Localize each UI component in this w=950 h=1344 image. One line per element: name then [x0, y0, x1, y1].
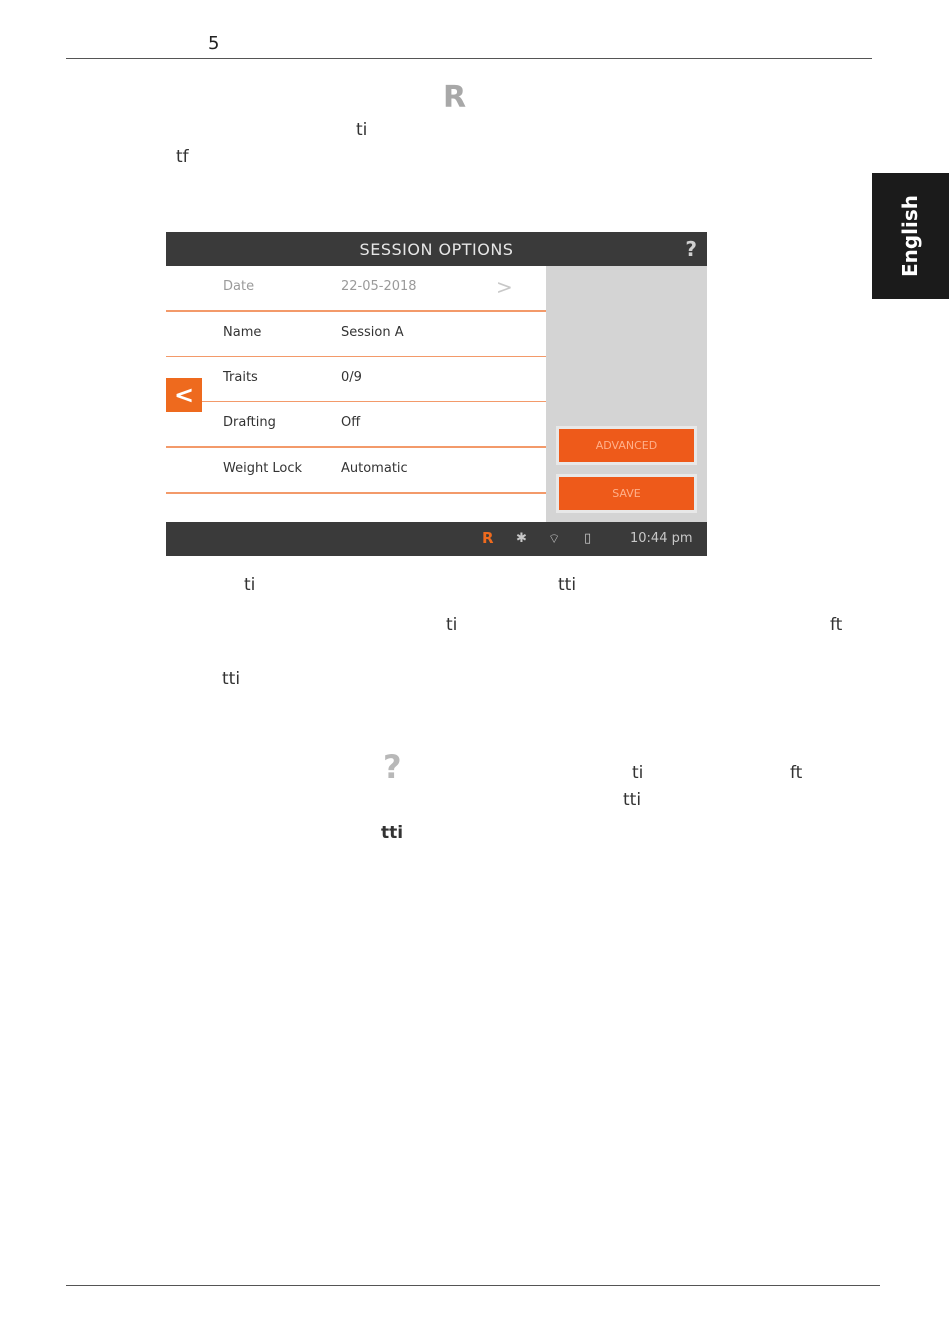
row-value: Session A	[341, 325, 404, 340]
row-value: Off	[341, 415, 361, 430]
row-value: 0/9	[341, 370, 362, 385]
row-label: Weight Lock	[223, 461, 303, 476]
row-value: Automatic	[341, 461, 408, 476]
battery-icon: ▯	[584, 531, 592, 546]
row-traits[interactable]	[166, 357, 546, 403]
back-button[interactable]: <	[166, 378, 202, 412]
language-tab-label: English	[898, 194, 923, 278]
status-bar	[166, 522, 707, 556]
row-label: Name	[223, 325, 262, 340]
row-label: Date	[223, 279, 255, 294]
text-fragment: tf	[176, 147, 189, 167]
text-fragment: ti	[356, 120, 368, 140]
device-screenshot	[166, 232, 707, 556]
advanced-button[interactable]: ADVANCED	[559, 429, 694, 462]
r-status-icon: R	[482, 529, 494, 547]
text-fragment: ti	[632, 763, 644, 783]
r-icon: R	[443, 80, 467, 115]
device-header	[166, 232, 707, 266]
text-fragment: ti	[244, 575, 256, 595]
row-label: Traits	[223, 370, 258, 385]
row-weight-lock[interactable]	[166, 448, 546, 494]
status-time: 10:44 pm	[630, 531, 693, 546]
header-rule	[66, 58, 872, 59]
row-name[interactable]	[166, 312, 546, 358]
text-fragment: tti	[623, 790, 642, 810]
help-icon[interactable]: ?	[685, 237, 697, 261]
language-tab	[872, 173, 949, 299]
footer-rule	[66, 1285, 880, 1286]
text-fragment: ft	[830, 615, 843, 635]
save-button[interactable]: SAVE	[559, 477, 694, 510]
chevron-right-icon: >	[496, 275, 513, 299]
text-fragment: ti	[446, 615, 458, 635]
row-drafting[interactable]	[166, 402, 546, 448]
row-label: Drafting	[223, 415, 276, 430]
page-number: 5	[208, 33, 220, 54]
bluetooth-icon: ✱	[516, 531, 527, 546]
text-fragment: ft	[790, 763, 803, 783]
wifi-icon: ⌔	[548, 532, 561, 547]
text-fragment: tti	[558, 575, 577, 595]
device-title: SESSION OPTIONS	[359, 239, 514, 259]
text-fragment: tti	[381, 823, 404, 843]
row-value: 22-05-2018	[341, 279, 417, 294]
help-icon: ?	[383, 748, 402, 786]
row-date[interactable]	[166, 266, 546, 312]
text-fragment: tti	[222, 669, 241, 689]
